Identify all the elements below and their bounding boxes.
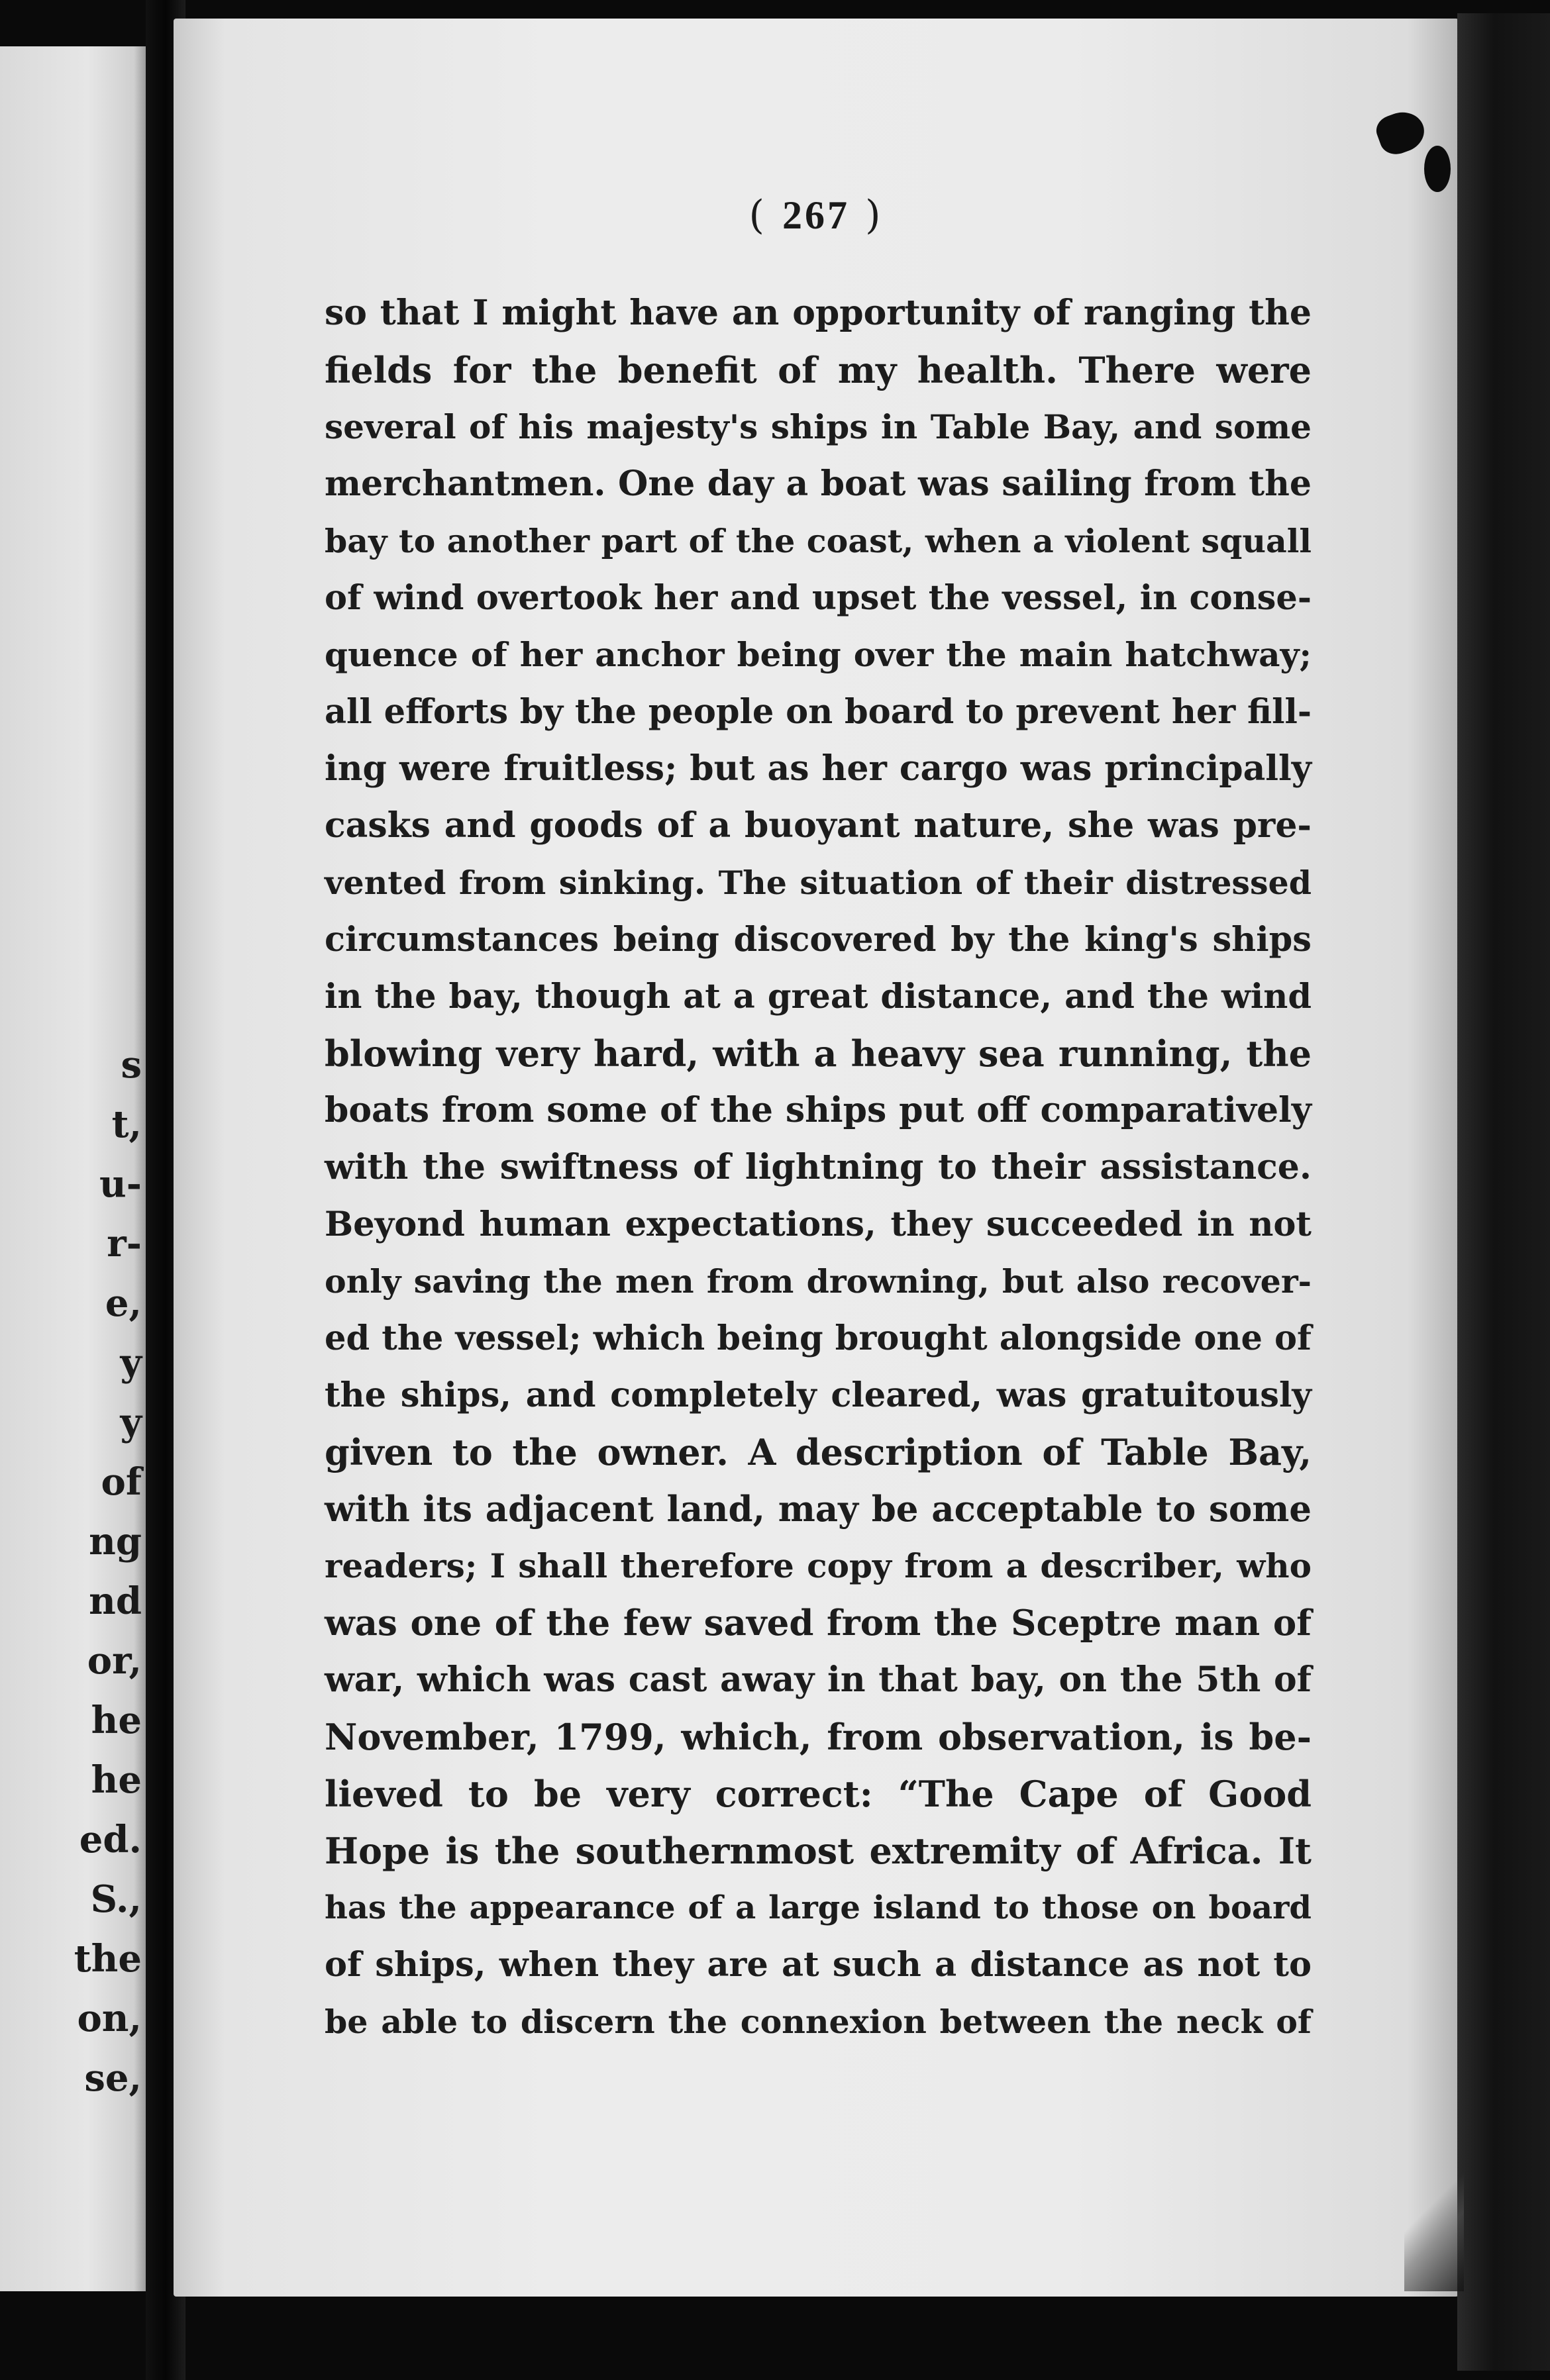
right-page-edge [1457,13,1550,2371]
text-line: Beyond human expectations, they succeeded in not [325,1205,1312,1244]
text-line: Hope is the southernmost extremity of Africa. It [325,1830,1312,1872]
text-line: vented from sinking. The situation of their distressed [325,864,1312,902]
left-page-fragment: s [121,1043,142,1087]
header-paren-close: ) [865,192,884,238]
left-page-fragment: y [120,1401,142,1444]
page-number: 267 [782,193,850,237]
left-page-fragment: nd [89,1579,142,1623]
ink-blot [1424,146,1451,192]
text-line: with the swiftness of lightning to their assistance. [325,1147,1312,1187]
left-page-fragment: r- [107,1222,142,1265]
left-page-fragment: S., [90,1877,142,1921]
left-facing-page [0,46,146,2291]
text-line: blowing very hard, with a heavy sea running, the [325,1032,1312,1075]
left-page-fragment: on, [77,1997,142,2040]
text-line: lieved to be very correct: “The Cape of Good [325,1773,1312,1815]
text-line: ed the vessel; which being brought alongside one of [325,1318,1312,1358]
left-page-fragment: se, [84,2056,142,2100]
text-line: bay to another part of the coast, when a violent squall [325,522,1312,560]
text-line: in the bay, though at a great distance, and the wind [325,977,1312,1016]
text-line: merchantmen. One day a boat was sailing from the [325,464,1312,504]
text-line: of wind overtook her and upset the vessel, in conse- [325,578,1312,618]
page-header [174,192,1459,238]
left-page-fragment: y [120,1341,142,1385]
header-paren-open: ( [749,192,767,238]
text-line: readers; I shall therefore copy from a describer, who [325,1546,1312,1585]
text-line: only saving the men from drowning, but also recover- [325,1262,1312,1301]
text-line: of ships, when they are at such a distance as not to [325,1945,1312,1985]
text-line: several of his majesty's ships in Table Bay, and some [325,407,1312,446]
left-page-fragment: of [101,1460,142,1504]
left-page-fragment: t, [111,1103,142,1146]
text-line: has the appearance of a large island to those on board [325,1889,1312,1926]
text-line: all efforts by the people on board to prevent her fill- [325,692,1312,732]
text-line: given to the owner. A description of Table Bay, [325,1431,1312,1473]
text-line: so that I might have an opportunity of ranging the [325,293,1312,333]
page-corner-shadow [1404,2152,1464,2291]
text-line: circumstances being discovered by the king's ships [325,920,1312,960]
text-line: casks and goods of a buoyant nature, she was pre- [325,805,1312,846]
left-page-fragment: u- [99,1162,142,1206]
text-line: boats from some of the ships put off comparatively [325,1090,1312,1130]
left-page-fragment: ed. [79,1818,142,1861]
text-line: was one of the few saved from the Sceptre man of [325,1603,1312,1644]
left-page-fragment: the [74,1937,142,1981]
left-page-fragment: e, [105,1281,142,1325]
text-line: quence of her anchor being over the main hatchway; [325,635,1312,674]
left-page-fragment: or, [87,1639,142,1683]
text-line: fields for the benefit of my health. There were [325,349,1312,391]
text-line: be able to discern the connexion between the neck of [325,2003,1312,2041]
left-page-fragment: ng [89,1520,142,1563]
left-page-fragment: he [91,1699,142,1742]
text-line: with its adjacent land, may be acceptable to some [325,1489,1312,1530]
text-line: the ships, and completely cleared, was gratuitously [325,1375,1312,1415]
text-line: November, 1799, which, from observation, is be- [325,1716,1312,1758]
text-line: ing were fruitless; but as her cargo was principally [325,748,1312,789]
body-text [325,285,1312,2050]
text-line: war, which was cast away in that bay, on the 5th of [325,1660,1312,1700]
left-page-fragment: he [91,1758,142,1802]
